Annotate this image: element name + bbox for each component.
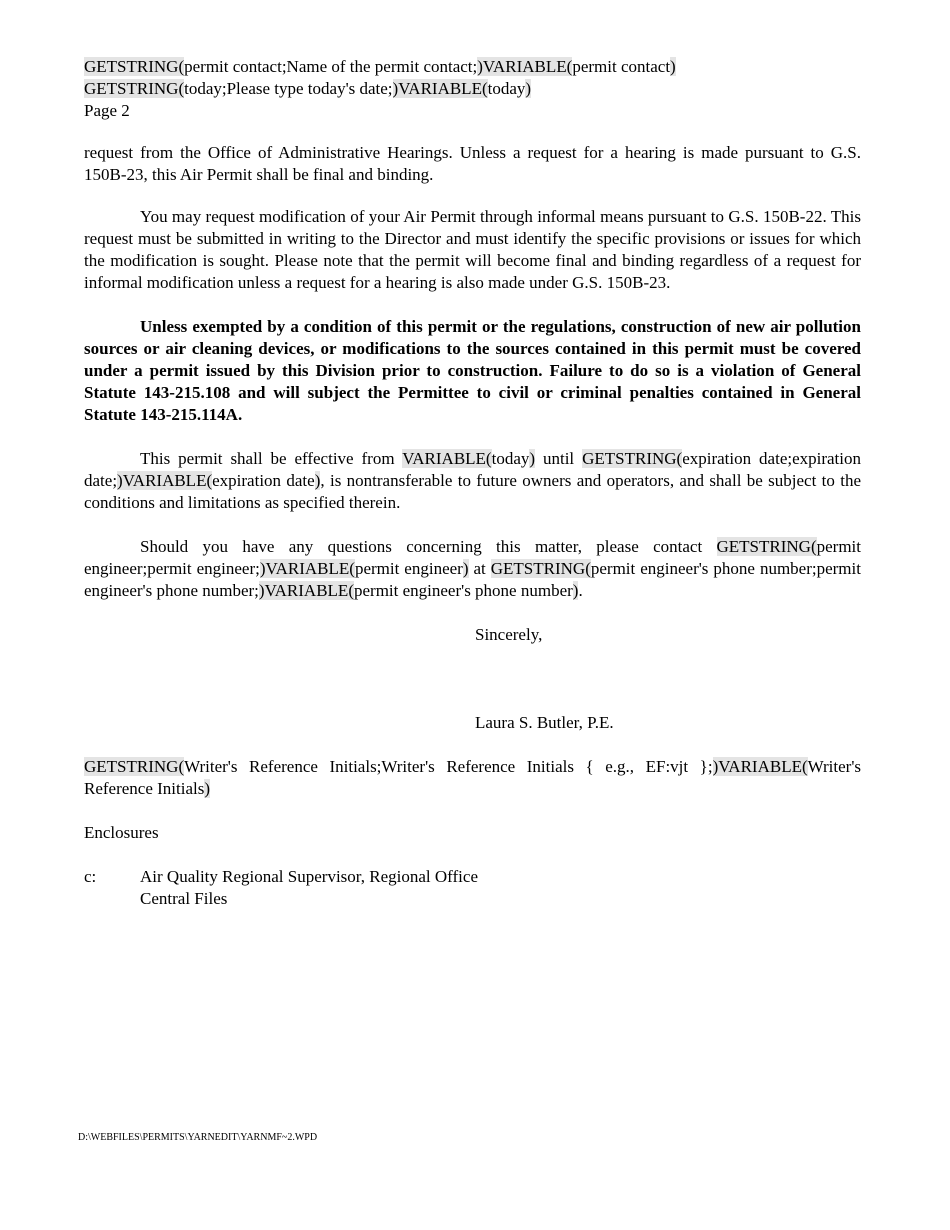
getstring-macro: GETSTRING( bbox=[582, 449, 683, 468]
macro-close: ) bbox=[314, 471, 321, 490]
getstring-macro: GETSTRING( bbox=[84, 757, 185, 776]
letter-header bbox=[84, 56, 676, 122]
macro-close: ) bbox=[572, 581, 579, 600]
enclosures-label: Enclosures bbox=[84, 823, 159, 842]
macro-argument: Writer's Reference Initials bbox=[84, 757, 861, 798]
macro-close: ) bbox=[204, 779, 211, 798]
macro-argument: permit engineer bbox=[354, 559, 463, 578]
getstring-macro: GETSTRING( bbox=[84, 79, 185, 98]
cc-recipient: Air Quality Regional Supervisor, Regional Office bbox=[140, 867, 478, 886]
text-run: . bbox=[578, 581, 583, 600]
text-run: This permit shall be effective from bbox=[140, 449, 403, 468]
macro-argument: permit contact;Name of the permit contact; bbox=[184, 57, 478, 76]
macro-argument: today bbox=[487, 79, 526, 98]
text-run: at bbox=[468, 559, 491, 578]
text-run: Should you have any questions concerning this matter, please contact bbox=[140, 537, 717, 556]
reference-initials bbox=[84, 756, 861, 800]
file-path-footer: D:\WEBFILES\PERMITS\YARNEDIT\YARNMF~2.WPD bbox=[78, 1132, 318, 1143]
getstring-macro: GETSTRING( bbox=[716, 537, 817, 556]
variable-macro: )VARIABLE( bbox=[117, 471, 213, 490]
closing-salutation: Sincerely, bbox=[475, 625, 543, 644]
macro-close: ) bbox=[525, 79, 532, 98]
permit-contact-field-line bbox=[84, 56, 676, 78]
signer-name: Laura S. Butler, P.E. bbox=[475, 713, 614, 732]
paragraph-hearing: request from the Office of Administrative Hearings. Unless a request for a hearing is made pursuant to G.S. 150B-23, this Air Permit shall be final and binding. bbox=[84, 143, 861, 184]
macro-argument: today;Please type today's date; bbox=[184, 79, 393, 98]
paragraph-effective-date bbox=[84, 448, 861, 514]
page-number: Page 2 bbox=[84, 101, 130, 120]
macro-close: ) bbox=[529, 449, 536, 468]
macro-close: ) bbox=[462, 559, 469, 578]
variable-macro: )VARIABLE( bbox=[258, 581, 354, 600]
macro-argument: permit engineer's phone number;permit engineer's phone number; bbox=[84, 559, 861, 600]
paragraph-contact bbox=[84, 536, 861, 602]
text-run: , is nontransferable to future owners and operators, and shall be subject to the conditions and limitations as specified therein. bbox=[84, 471, 861, 512]
paragraph-modification: You may request modification of your Air Permit through informal means pursuant to G.S. 150B-22. This request must be submitted in writing to the Director and must identify the specific provisions or issues for which the modification is sought. Please note that the permit will become final and binding regardless of a request for informal modification unless a request for a hearing is also made under G.S. 150B-23. bbox=[84, 207, 861, 292]
macro-argument: permit contact bbox=[572, 57, 671, 76]
macro-argument: permit engineer;permit engineer; bbox=[84, 537, 861, 578]
date-field-line bbox=[84, 78, 676, 100]
macro-argument: expiration date bbox=[212, 471, 315, 490]
paragraph-construction-warning: Unless exempted by a condition of this permit or the regulations, construction of new air pollution sources or air cleaning devices, or modifications to the sources contained in this permit must be covered under a permit issued by this Division prior to construction. Failure to do so is a violation of General Statute 143-215.108 and will subject the Permittee to civil or criminal penalties contained in General Statute 143-215.114A. bbox=[84, 317, 861, 424]
text-run: until bbox=[535, 449, 583, 468]
macro-argument: permit engineer's phone number bbox=[353, 581, 573, 600]
macro-argument: expiration date;expiration date; bbox=[84, 449, 862, 490]
getstring-macro: GETSTRING( bbox=[84, 57, 185, 76]
macro-close: ) bbox=[670, 57, 676, 76]
variable-macro: )VARIABLE( bbox=[392, 79, 488, 98]
cc-recipient-list bbox=[140, 866, 478, 910]
macro-argument: today bbox=[491, 449, 530, 468]
variable-macro: )VARIABLE( bbox=[259, 559, 355, 578]
macro-argument: Writer's Reference Initials;Writer's Reference Initials { e.g., EF:vjt }; bbox=[184, 757, 713, 776]
variable-macro: VARIABLE( bbox=[402, 449, 492, 468]
cc-label: c: bbox=[84, 867, 97, 886]
getstring-macro: GETSTRING( bbox=[490, 559, 591, 578]
variable-macro: )VARIABLE( bbox=[712, 757, 808, 776]
cc-recipient: Central Files bbox=[140, 889, 228, 908]
variable-macro: )VARIABLE( bbox=[477, 57, 573, 76]
